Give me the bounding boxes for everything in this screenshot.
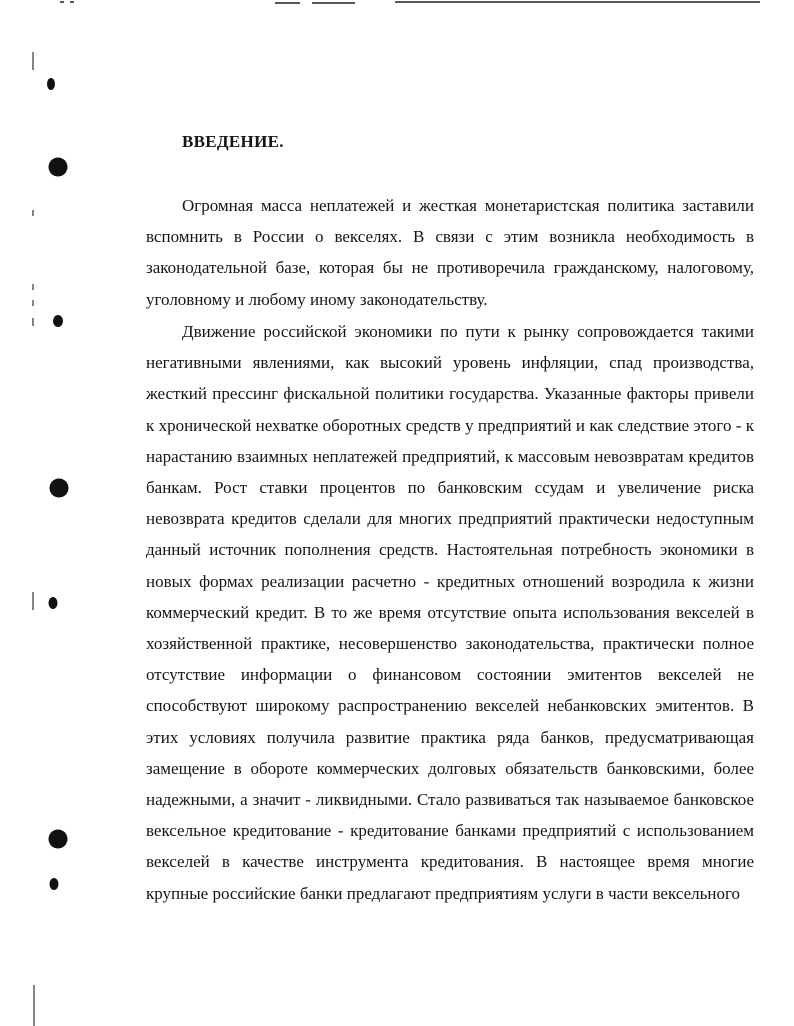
punch-mark (49, 597, 58, 609)
punch-mark (49, 830, 68, 849)
paragraph-economy-movement: Движение российской экономики по пути к рынку сопровождается такими негативными явлениями, как высокий уровень инфляции, спад производства, жесткий прессинг фискальной политики государства. Указанные факторы привели к хронической нехватке оборотных средств у предприятий и как следствие этого - к нарастанию взаимных неплатежей предприятий, к массовым невозвратам кредитов банкам. Рост ставки процентов по банковским ссудам и увеличение риска невозврата кредитов сделали для многих предприятий практически недоступным данный источник пополнения средств. Настоятельная потребность экономики в новых формах реализации расчетно - кредитных отношений возродила к жизни коммерческий кредит. В то же время отсутствие опыта использования векселей в хозяйственной практике, несовершенство законодательства, практически полное отсутствие информации о финансовом состоянии эмитентов векселей не способствуют широкому распространению векселей небанковских эмитентов. В этих условиях получила развитие практика ряда банков, предусматривающая замещение в обороте коммерческих долговых обязательств банковскими, более надежными, а значит - ликвидными. Стало развиваться так называемое банковское вексельное кредитование - кредитование банками предприятий с использованием векселей в качестве инструмента кредитования. В настоящее время многие крупные российские банки предлагают предприятиям услуги в части вексельного (146, 322, 754, 903)
punch-mark (47, 78, 55, 90)
punch-mark (49, 158, 68, 177)
page-title: ВВЕДЕНИЕ. (182, 132, 284, 151)
punch-mark (53, 315, 63, 327)
top-scan-lines (60, 2, 760, 3)
binder-punch-marks (47, 78, 69, 890)
left-margin-line (33, 52, 34, 1026)
paragraph-bills-necessity: Огромная масса неплатежей и жесткая монетаристская политика заставили вспомнить в России о векселях. В связи с этим возникла необходимость в законодательной базе, которая бы не противоречила гражданскому, налоговому, уголовному и любому иному законодательству. (146, 196, 754, 309)
punch-mark (50, 878, 59, 890)
punch-mark (50, 479, 69, 498)
